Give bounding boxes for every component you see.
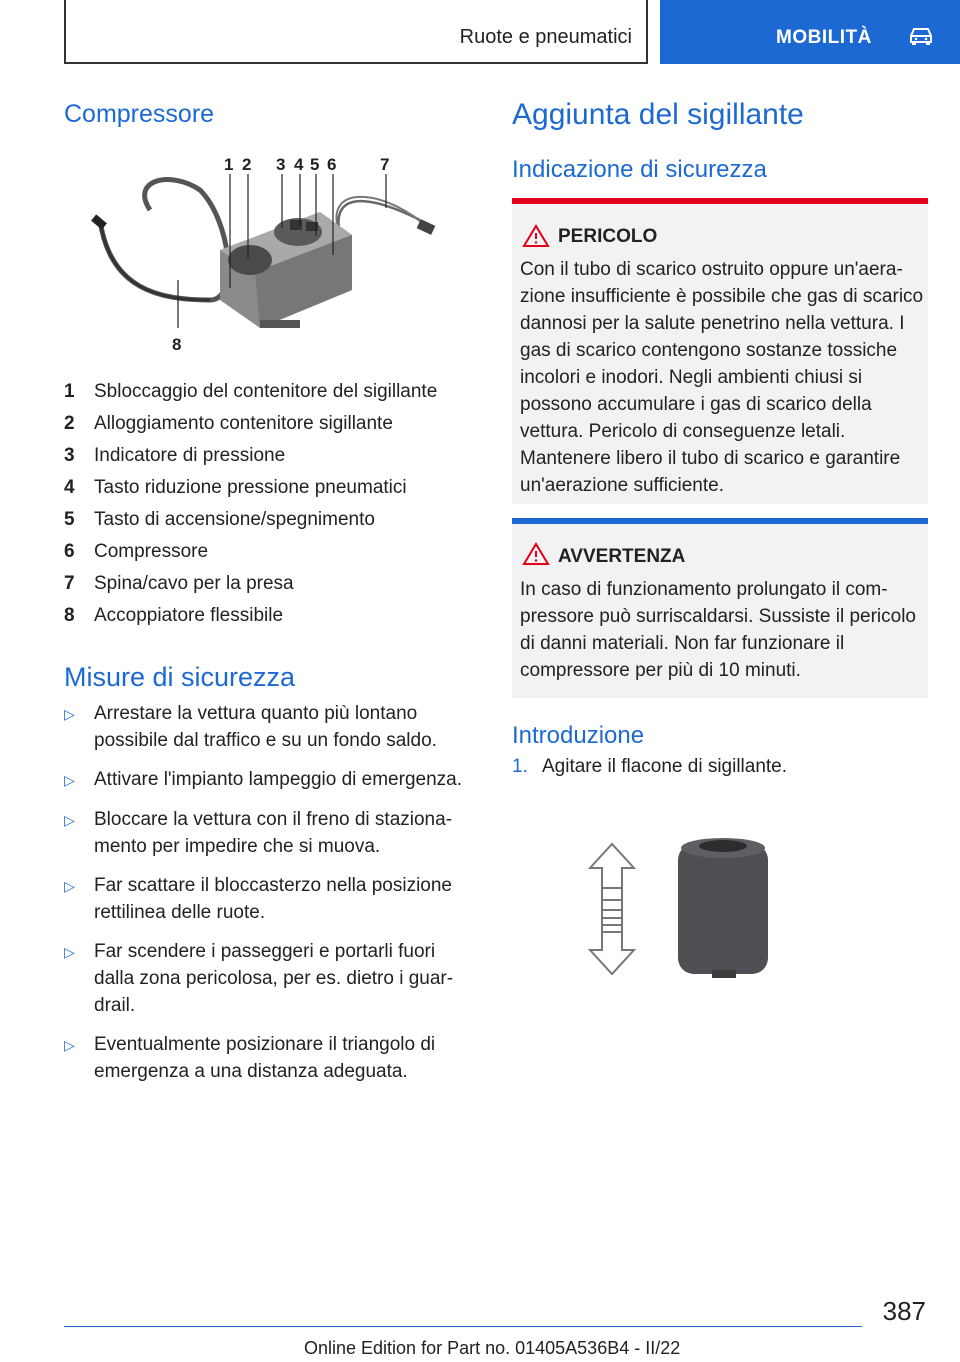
triangle-bullet-icon: ▷ xyxy=(64,772,75,788)
page-title: Aggiunta del sigillante xyxy=(512,98,804,131)
warning-bar xyxy=(512,518,928,524)
list-item: ▷ Eventualmente posizionare il triangolo di emergenza a una distanza adeguata. xyxy=(64,1031,474,1085)
component-legend xyxy=(64,376,484,632)
list-item: ▷ Arrestare la vettura quanto più lontano possibile dal traffico e su un fondo saldo. xyxy=(64,700,474,754)
section-title: Ruote e pneumatici xyxy=(459,26,632,48)
compressor-figure xyxy=(90,150,450,360)
list-item: 4 Tasto riduzione pressione pneumatici xyxy=(64,477,407,498)
list-item: ▷ Bloccare la vettura con il freno di stazionamento per impedire che si muova. xyxy=(64,806,474,860)
figure-label-2: 2 xyxy=(242,155,252,174)
list-item: 5 Tasto di accensione/spegnimento xyxy=(64,509,375,530)
list-item: 7 Spina/cavo per la presa xyxy=(64,573,294,594)
list-item: 3 Indicatore di pressione xyxy=(64,445,286,466)
triangle-bullet-icon: ▷ xyxy=(64,706,75,722)
danger-label: PERICOLO xyxy=(558,226,658,247)
warning-label: AVVERTENZA xyxy=(558,546,686,567)
danger-box xyxy=(512,198,928,504)
triangle-bullet-icon: ▷ xyxy=(64,878,75,894)
list-item: 1 Sbloccaggio del contenitore del sigillante xyxy=(64,381,438,402)
figure-label-8: 8 xyxy=(172,335,182,354)
danger-text: Con il tubo di scarico ostruito oppure un'aerazione insufficiente è possibile che gas di scarico dannosi per la salute penetrino nella vettura. I gas di scarico contengono sostanze tossiche incolori e inodori. Negli ambienti chiusi si possono accumulare i gas di scarico della vettura. Pericolo di conseguenze letali. Mantenere libero il tubo di scarico e garantire un'aerazione sufficiente. xyxy=(520,259,924,496)
figure-label-3: 3 xyxy=(276,155,286,174)
shake-bottle-figure xyxy=(580,830,780,990)
figure-label-5: 5 xyxy=(310,155,320,174)
footer-divider xyxy=(64,1326,862,1327)
safety-bullets xyxy=(64,700,474,1097)
step-item xyxy=(512,756,787,778)
edition-footer: Online Edition for Part no. 01405A536B4 - II/22 xyxy=(304,1338,681,1358)
safety-measures-title: Misure di sicurezza xyxy=(64,662,296,692)
list-item: 2 Alloggiamento contenitore sigillante xyxy=(64,413,393,434)
warning-triangle-icon xyxy=(522,224,550,253)
list-item: ▷ Far scattare il bloccasterzo nella posizione rettilinea delle ruote. xyxy=(64,872,474,926)
warning-text: In caso di funzionamento prolungato il compressore può surriscaldarsi. Sussiste il pericolo di danni materiali. Non far funzionare il compressore per più di 10 minuti. xyxy=(520,579,916,681)
list-item: 8 Accoppiatore flessibile xyxy=(64,605,284,626)
list-item: ▷ Attivare l'impianto lampeggio di emergenza. xyxy=(64,766,474,794)
safety-indication-title: Indicazione di sicurezza xyxy=(512,156,767,183)
chapter-tab[interactable] xyxy=(660,0,960,64)
car-icon xyxy=(908,26,934,51)
page-number: 387 xyxy=(882,1296,926,1326)
triangle-bullet-icon: ▷ xyxy=(64,812,75,828)
figure-label-1: 1 xyxy=(224,155,234,174)
triangle-bullet-icon: ▷ xyxy=(64,944,75,960)
warning-triangle-icon xyxy=(522,542,550,571)
list-item: 6 Compressore xyxy=(64,541,209,562)
step-number: 1. xyxy=(512,756,528,777)
header-section-box xyxy=(64,0,648,64)
warning-box xyxy=(512,518,928,698)
triangle-bullet-icon: ▷ xyxy=(64,1037,75,1053)
figure-label-4: 4 xyxy=(294,155,304,174)
compressor-title: Compressore xyxy=(64,100,215,128)
chapter-label: MOBILITÀ xyxy=(776,27,872,48)
step-text: Agitare il flacone di sigillante. xyxy=(542,756,788,777)
introduction-title: Introduzione xyxy=(512,722,645,749)
danger-bar xyxy=(512,198,928,204)
figure-label-6: 6 xyxy=(327,155,337,174)
list-item: ▷ Far scendere i passeggeri e portarli fuori dalla zona pericolosa, per es. dietro i guardrail. xyxy=(64,938,474,1019)
figure-label-7: 7 xyxy=(380,155,390,174)
